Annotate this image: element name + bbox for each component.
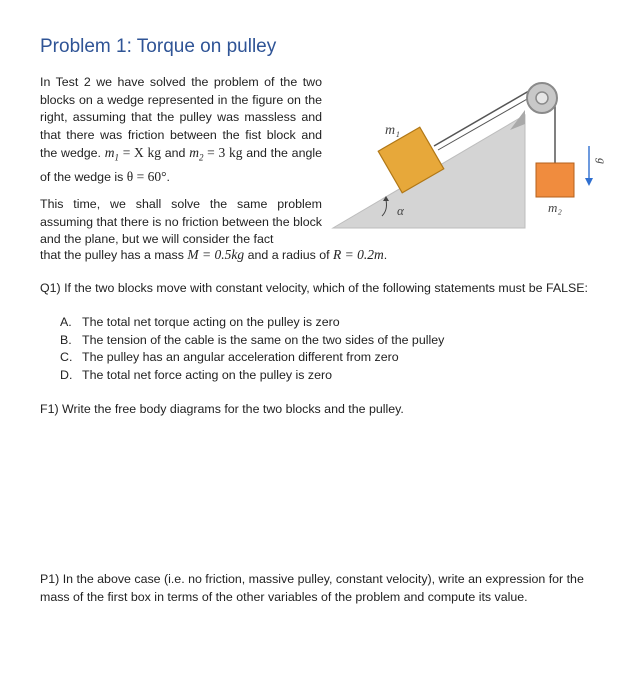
- option-text: The tension of the cable is the same on the two sides of the pulley: [82, 332, 445, 347]
- option-a: [60, 314, 444, 332]
- label-g: g: [595, 158, 609, 164]
- label-m1: m₁: [385, 123, 400, 138]
- label-alpha: α: [397, 203, 404, 218]
- option-b: [60, 332, 444, 350]
- theta-equation: θ = 60°: [126, 168, 167, 184]
- gravity-arrowhead: [585, 178, 593, 186]
- option-d: [60, 367, 444, 385]
- second-paragraph: This time, we shall solve the same problem assuming that there is no friction between the block and the plane, but we will consider the fact: [40, 197, 322, 247]
- radius-equation: R = 0.2m: [333, 247, 384, 262]
- m1-equation: = X kg: [119, 145, 161, 161]
- q1-options: [60, 314, 444, 384]
- question-f1: F1) Write the free body diagrams for the two blocks and the pulley.: [40, 402, 404, 416]
- block-m2: [536, 163, 574, 197]
- intro-text: In Test 2 we have solved the problem of the two blocks on a wedge represented in the figure on the right, assuming that the pulley was massless and that there was friction between the fist block and the wedge.: [40, 75, 322, 161]
- pulley-hub: [536, 92, 548, 104]
- period: .: [166, 169, 170, 184]
- m1-symbol: $m_1$: [104, 145, 119, 164]
- fact-end: .: [383, 248, 388, 262]
- option-c: [60, 349, 444, 367]
- option-letter: C.: [60, 350, 73, 365]
- m2-symbol: $m_2$: [189, 145, 204, 164]
- fact-text: that the pulley has a mass: [40, 248, 188, 262]
- option-letter: B.: [60, 332, 72, 347]
- option-letter: A.: [60, 315, 72, 329]
- fact-and: and a radius of: [244, 248, 333, 262]
- mass-equation: M = 0.5kg: [187, 247, 245, 262]
- label-m2: m₂: [548, 200, 562, 215]
- question-q1: Q1) If the two blocks move with constant velocity, which of the following statements must be FALSE:: [40, 281, 588, 295]
- option-letter: D.: [60, 367, 73, 382]
- question-p1: P1) In the above case (i.e. no friction, massive pulley, constant velocity), write an expression for the mass of the first box in terms of the other variables of the problem and compute its value.: [40, 572, 584, 604]
- option-text: The total net force acting on the pulley is zero: [82, 367, 333, 382]
- option-text: The pulley has an angular acceleration different from zero: [82, 350, 399, 365]
- option-text: The total net torque acting on the pulley is zero: [82, 315, 340, 329]
- m2-equation: = 3 kg: [203, 145, 243, 161]
- page-title: Problem 1: Torque on pulley: [40, 36, 277, 57]
- intro-and: and: [160, 146, 190, 161]
- intro-angle-text: and the angle of the wedge is: [40, 146, 322, 184]
